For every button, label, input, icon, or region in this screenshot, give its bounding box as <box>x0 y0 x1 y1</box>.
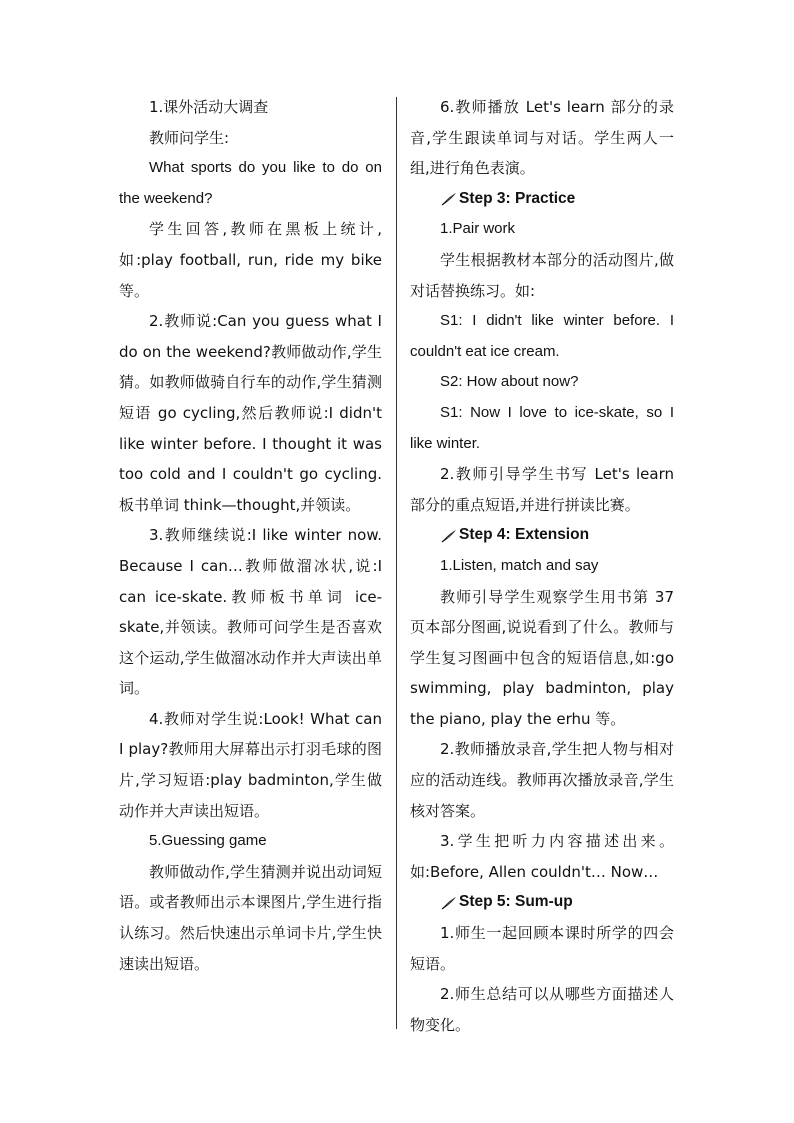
paragraph: 5.Guessing game <box>149 832 267 850</box>
column-divider <box>396 97 397 1029</box>
paragraph: 3.教师继续说:I like winter now. Because I can…教师做溜冰状,说:I can ice-skate.教师板书单词 ice-skate,并领读。教师可问学生是否喜欢这个运动,学生做溜冰动作并大声读出单词。 <box>119 526 382 698</box>
paragraph: 学生回答,教师在黑板上统计,如:play football, run, ride my bike等。 <box>119 220 382 300</box>
section-heading-text: Step 5: Sum-up <box>459 893 573 911</box>
quill-icon <box>441 529 457 543</box>
paragraph: 2.教师说:Can you guess what I do on the weekend?教师做动作,学生猜。如教师做骑自行车的动作,学生猜测短语 go cycling,然后教师说:I didn't like winter before. I thought it was too cold and I couldn't go cycling.板书单词 think—thought,并领读。 <box>119 312 382 514</box>
paragraph: 2.师生总结可以从哪些方面描述人物变化。 <box>410 985 674 1034</box>
paragraph: 6.教师播放 Let's learn 部分的录音,学生跟读单词与对话。学生两人一组,进行角色表演。 <box>410 98 674 178</box>
quill-icon <box>441 192 457 206</box>
paragraph: 教师问学生: <box>149 128 230 147</box>
paragraph: S2: How about now? <box>440 373 579 391</box>
paragraph: 教师引导学生观察学生用书第 37 页本部分图画,说说看到了什么。教师与学生复习图画中包含的短语信息,如:go swimming, play badminton, play the piano, play the erhu 等。 <box>410 587 674 728</box>
left-column <box>119 92 382 979</box>
section-heading-text: Step 4: Extension <box>459 526 590 544</box>
paragraph: 1.Pair work <box>440 220 516 238</box>
section-heading-step5 <box>410 887 674 918</box>
paragraph: 1.Listen, match and say <box>440 556 599 574</box>
paragraph: What sports do you like to do on the weekend? <box>119 159 382 207</box>
paragraph: 1.课外活动大调查 <box>149 98 269 116</box>
quill-icon <box>441 896 457 910</box>
right-column <box>410 92 674 1040</box>
paragraph: 教师做动作,学生猜测并说出动词短语。或者教师出示本课图片,学生进行指认练习。然后快速出示单词卡片,学生快速读出短语。 <box>119 862 382 973</box>
paragraph: 4.教师对学生说:Look! What can I play?教师用大屏幕出示打羽毛球的图片,学习短语:play badminton,学生做动作并大声读出短语。 <box>119 709 382 820</box>
paragraph: S1: Now I love to ice-skate, so I like winter. <box>410 403 674 452</box>
paragraph: 2.教师播放录音,学生把人物与相对应的活动连线。教师再次播放录音,学生核对答案。 <box>410 740 674 820</box>
paragraph: 2.教师引导学生书写 Let's learn 部分的重点短语,并进行拼读比赛。 <box>410 465 674 514</box>
paragraph: 学生根据教材本部分的活动图片,做对话替换练习。如: <box>410 250 674 300</box>
paragraph: 1.师生一起回顾本课时所学的四会短语。 <box>410 924 674 973</box>
section-heading-text: Step 3: Practice <box>459 189 576 207</box>
section-heading-step4 <box>410 520 674 551</box>
paragraph: S1: I didn't like winter before. I couldn't eat ice cream. <box>410 312 674 360</box>
section-heading-step3 <box>410 184 674 215</box>
paragraph: 3.学生把听力内容描述出来。如:Before, Allen couldn't… Now… <box>410 832 674 881</box>
